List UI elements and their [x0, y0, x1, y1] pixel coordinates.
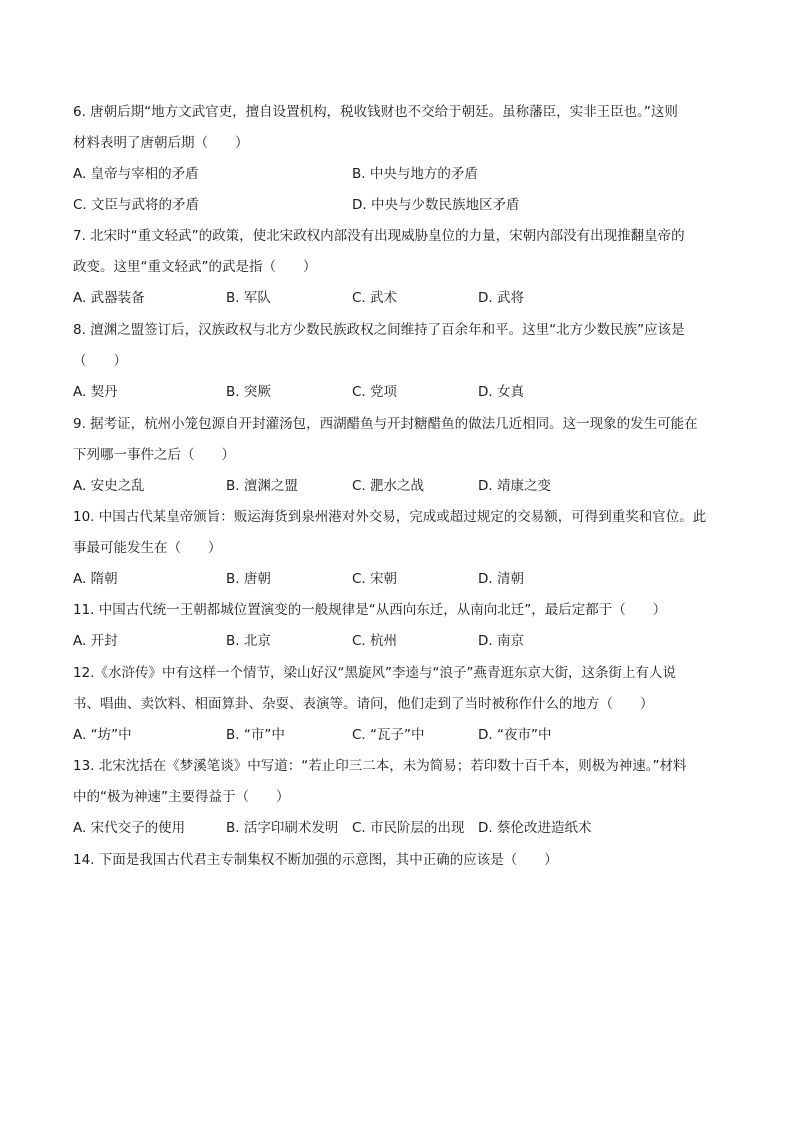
question-8-stem-line-1: 8. 澶渊之盟签订后，汉族政权与北方少数民族政权之间维持了百余年和平。这里“北方少数民族”应该是	[73, 322, 685, 338]
question-6-option-b: B. 中央与地方的矛盾	[352, 166, 478, 182]
question-8-option-a: A. 契丹	[73, 384, 118, 400]
question-10-option-b: B. 唐朝	[226, 571, 271, 587]
question-6-option-a: A. 皇帝与宰相的矛盾	[73, 166, 199, 182]
question-11-option-b: B. 北京	[226, 633, 271, 649]
question-6-stem-line-2: 材料表明了唐朝后期（ ）	[73, 135, 249, 151]
question-13-option-b: B. 活字印刷术发明	[226, 820, 339, 836]
question-13-option-a: A. 宋代交子的使用	[73, 820, 186, 836]
question-7-option-a: A. 武器装备	[73, 290, 145, 306]
question-8-option-c: C. 党项	[352, 384, 398, 400]
question-14-stem-line-1: 14. 下面是我国古代君主专制集权不断加强的示意图，其中正确的应该是（ ）	[73, 852, 558, 868]
question-12-option-c: C. “瓦子”中	[352, 727, 425, 743]
question-8-stem-line-2: （ ）	[73, 353, 127, 369]
question-11-option-d: D. 南京	[478, 633, 524, 649]
question-7-stem-line-1: 7. 北宋时“重文轻武”的政策，使北宋政权内部没有出现威胁皇位的力量，宋朝内部没有出现推翻皇帝的	[73, 228, 685, 244]
question-10-stem-line-2: 事最可能发生在（ ）	[73, 540, 222, 556]
question-13-option-d: D. 蔡伦改进造纸术	[478, 820, 592, 836]
question-7-stem-line-2: 政变。这里“重文轻武”的武是指（ ）	[73, 259, 317, 275]
question-12-stem-line-1: 12.《水浒传》中有这样一个情节，梁山好汉“黑旋风”李逵与“浪子”燕青逛东京大街，这条街上有人说	[73, 665, 676, 681]
question-12-stem-line-2: 书、唱曲、卖饮料、相面算卦、杂耍、表演等。请问，他们走到了当时被称作什么的地方（ ）	[73, 696, 654, 712]
question-9-option-c: C. 淝水之战	[352, 478, 425, 494]
question-6-option-c: C. 文臣与武将的矛盾	[73, 197, 200, 213]
question-13-option-c: C. 市民阶层的出现	[352, 820, 465, 836]
question-11-option-c: C. 杭州	[352, 633, 398, 649]
question-6-option-d: D. 中央与少数民族地区矛盾	[352, 197, 520, 213]
question-12-option-b: B. “市”中	[226, 727, 285, 743]
question-7-option-b: B. 军队	[226, 290, 271, 306]
question-9-option-b: B. 澶渊之盟	[226, 478, 298, 494]
question-9-option-d: D. 靖康之变	[478, 478, 551, 494]
question-9-stem-line-2: 下列哪一事件之后（ ）	[73, 447, 235, 463]
question-10-option-a: A. 隋朝	[73, 571, 118, 587]
question-10-option-d: D. 清朝	[478, 571, 524, 587]
question-12-option-d: D. “夜市”中	[478, 727, 552, 743]
question-11-stem-line-1: 11. 中国古代统一王朝都城位置演变的一般规律是“从西向东迁，从南向北迁”，最后定都于（ ）	[73, 602, 667, 618]
question-10-option-c: C. 宋朝	[352, 571, 398, 587]
question-7-option-c: C. 武术	[352, 290, 398, 306]
question-9-option-a: A. 安史之乱	[73, 478, 145, 494]
question-11-option-a: A. 开封	[73, 633, 118, 649]
question-12-option-a: A. “坊”中	[73, 727, 132, 743]
question-10-stem-line-1: 10. 中国古代某皇帝颁旨：贩运海货到泉州港对外交易，完成或超过规定的交易额，可得到重奖和官位。此	[73, 509, 707, 525]
question-6-stem-line-1: 6. 唐朝后期“地方文武官吏，擅自设置机构，税收钱财也不交给于朝廷。虽称藩臣，实非王臣也。”这则	[73, 104, 678, 120]
question-8-option-b: B. 突厥	[226, 384, 271, 400]
question-13-stem-line-1: 13. 北宋沈括在《梦溪笔谈》中写道：“若止印三二本，未为简易；若印数十百千本，则极为神速。”材料	[73, 758, 687, 774]
question-9-stem-line-1: 9. 据考证，杭州小笼包源自开封灌汤包，西湖醋鱼与开封糖醋鱼的做法几近相同。这一现象的发生可能在	[73, 416, 698, 432]
question-13-stem-line-2: 中的“极为神速”主要得益于（ ）	[73, 789, 290, 805]
question-7-option-d: D. 武将	[478, 290, 524, 306]
question-8-option-d: D. 女真	[478, 384, 524, 400]
